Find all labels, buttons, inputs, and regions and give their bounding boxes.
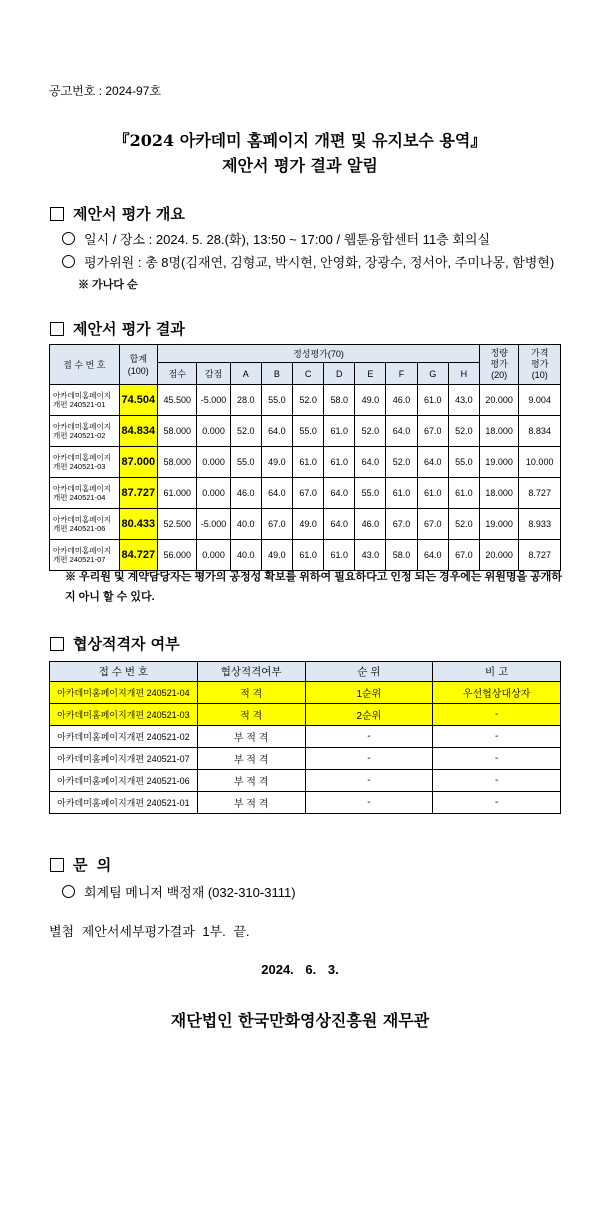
score-cell: 8.933 <box>519 509 561 540</box>
score-cell: 52.0 <box>355 416 386 447</box>
col-header-eligibility: 협상적격여부 <box>197 662 305 682</box>
document-title: 『2024 아카데미 홈페이지 개편 및 유지보수 용역』 <box>113 131 487 150</box>
cell-id: 아카데미홈페이지개편 240521-03 <box>50 704 198 726</box>
col-header-sub: H <box>448 363 479 385</box>
score-cell: 64.0 <box>324 478 355 509</box>
score-cell: 52.0 <box>448 416 479 447</box>
section-title: 문 의 <box>73 856 114 874</box>
cell-status: 적 격 <box>197 704 305 726</box>
score-cell: 58.000 <box>158 447 197 478</box>
score-cell: 9.004 <box>519 385 561 416</box>
score-cell: 58.0 <box>386 540 417 571</box>
score-cell: 52.0 <box>448 509 479 540</box>
score-cell: 61.0 <box>324 540 355 571</box>
score-cell: 56.000 <box>158 540 197 571</box>
score-cell: 64.0 <box>386 416 417 447</box>
col-header-rank: 순 위 <box>305 662 433 682</box>
col-header-sub: 점수 <box>158 363 197 385</box>
issuer-signature: 재단법인 한국만화영상진흥원 재무관 <box>170 1011 430 1030</box>
col-header-sub: A <box>230 363 261 385</box>
col-header-sub: G <box>417 363 448 385</box>
score-cell: 64.0 <box>324 509 355 540</box>
score-cell: 46.0 <box>355 509 386 540</box>
score-cell: 61.0 <box>293 540 324 571</box>
score-cell: 52.0 <box>386 447 417 478</box>
score-cell: 67.0 <box>417 416 448 447</box>
col-header-sub: 감점 <box>197 363 230 385</box>
score-cell: 67.0 <box>448 540 479 571</box>
score-cell: 64.0 <box>261 416 292 447</box>
table-row <box>50 748 561 770</box>
score-cell: 8.834 <box>519 416 561 447</box>
circle-bullet-icon <box>62 255 75 268</box>
total-score: 87.000 <box>119 447 157 478</box>
total-score: 84.834 <box>119 416 157 447</box>
score-cell: -5.000 <box>197 385 230 416</box>
section-title: 협상적격자 여부 <box>73 635 180 653</box>
cell-id: 아카데미홈페이지개편 240521-02 <box>50 726 198 748</box>
section-title: 제안서 평가 결과 <box>73 320 185 338</box>
disclosure-footnote: ※ 우리원 및 계약담당자는 평가의 공정성 확보를 위하여 필요하다고 인정 되는 경우에는 위원명을 공개하지 아니 할 수 있다. <box>65 571 563 603</box>
cell-id: 아카데미홈페이지개편 240521-01 <box>50 792 198 814</box>
score-cell: 18.000 <box>479 416 518 447</box>
col-header-receipt: 접 수 번 호 <box>50 345 120 385</box>
table-row <box>50 704 561 726</box>
cell-remark: - <box>433 748 561 770</box>
receipt-id: 아카데미홈페이지 개편 240521-03 <box>50 447 120 478</box>
score-cell: 43.0 <box>448 385 479 416</box>
score-cell: 0.000 <box>197 447 230 478</box>
checkbox-square-icon <box>50 858 64 872</box>
score-cell: 58.000 <box>158 416 197 447</box>
cell-rank: 2순위 <box>305 704 433 726</box>
score-cell: 8.727 <box>519 478 561 509</box>
col-header-sub: F <box>386 363 417 385</box>
col-header-sub: D <box>324 363 355 385</box>
cell-rank: - <box>305 748 433 770</box>
table-row <box>50 416 561 447</box>
score-cell: 61.0 <box>417 385 448 416</box>
table-row <box>50 478 561 509</box>
score-cell: 61.000 <box>158 478 197 509</box>
circle-bullet-icon <box>62 885 75 898</box>
section-inquiry-heading <box>50 854 113 875</box>
col-header-sub: B <box>261 363 292 385</box>
score-cell: 55.0 <box>230 447 261 478</box>
table-row <box>50 792 561 814</box>
table-row <box>50 385 561 416</box>
score-cell: 19.000 <box>479 509 518 540</box>
col-header-qualitative: 정성평가(70) <box>158 345 480 363</box>
cell-rank: - <box>305 792 433 814</box>
score-cell: 61.0 <box>324 416 355 447</box>
score-cell: 40.0 <box>230 509 261 540</box>
cell-rank: 1순위 <box>305 682 433 704</box>
cell-remark: - <box>433 770 561 792</box>
score-cell: 55.0 <box>448 447 479 478</box>
receipt-id: 아카데미홈페이지 개편 240521-06 <box>50 509 120 540</box>
col-header-remark: 비 고 <box>433 662 561 682</box>
section-title: 제안서 평가 개요 <box>73 205 185 223</box>
col-header-price: 가격 평가 (10) <box>519 345 561 385</box>
cell-status: 부 적 격 <box>197 726 305 748</box>
table-row <box>50 509 561 540</box>
col-header-receipt: 접 수 번 호 <box>50 662 198 682</box>
score-cell: 61.0 <box>417 478 448 509</box>
score-cell: 61.0 <box>324 447 355 478</box>
overview-item-evaluators <box>62 252 554 271</box>
table-row <box>50 682 561 704</box>
score-cell: 43.0 <box>355 540 386 571</box>
col-header-total: 합계 (100) <box>119 345 157 385</box>
cell-id: 아카데미홈페이지개편 240521-07 <box>50 748 198 770</box>
cell-remark: - <box>433 704 561 726</box>
score-cell: 40.0 <box>230 540 261 571</box>
score-cell: 19.000 <box>479 447 518 478</box>
score-cell: 46.0 <box>230 478 261 509</box>
score-cell: 0.000 <box>197 540 230 571</box>
section-overview-heading <box>50 203 185 224</box>
table-row <box>50 540 561 571</box>
eligibility-table <box>49 661 561 814</box>
receipt-id: 아카데미홈페이지 개편 240521-02 <box>50 416 120 447</box>
cell-remark: - <box>433 792 561 814</box>
inquiry-contact <box>62 882 296 901</box>
cell-rank: - <box>305 770 433 792</box>
table-row <box>50 726 561 748</box>
score-cell: 67.0 <box>293 478 324 509</box>
score-cell: 64.0 <box>417 447 448 478</box>
cell-status: 적 격 <box>197 682 305 704</box>
score-cell: -5.000 <box>197 509 230 540</box>
table-row <box>50 770 561 792</box>
total-score: 74.504 <box>119 385 157 416</box>
cell-id: 아카데미홈페이지개편 240521-06 <box>50 770 198 792</box>
col-header-sub: E <box>355 363 386 385</box>
item-text: 평가위원 : 총 8명(김재연, 김형교, 박시현, 안영화, 장광수, 정서아, 주미나몽, 함병현) <box>84 255 555 270</box>
score-cell: 28.0 <box>230 385 261 416</box>
score-cell: 46.0 <box>386 385 417 416</box>
cell-rank: - <box>305 726 433 748</box>
checkbox-square-icon <box>50 322 64 336</box>
document-date: 2024. 6. 3. <box>261 962 339 977</box>
cell-remark: - <box>433 726 561 748</box>
attachment-note: 별첨 제안서세부평가결과 1부. 끝. <box>49 924 250 939</box>
score-cell: 55.0 <box>293 416 324 447</box>
score-cell: 10.000 <box>519 447 561 478</box>
score-cell: 67.0 <box>261 509 292 540</box>
cell-status: 부 적 격 <box>197 792 305 814</box>
score-cell: 55.0 <box>355 478 386 509</box>
score-cell: 67.0 <box>417 509 448 540</box>
score-cell: 64.0 <box>261 478 292 509</box>
item-text: 일시 / 장소 : 2024. 5. 28.(화), 13:50 ~ 17:00 / 웹툰융합센터 11층 회의실 <box>84 232 491 247</box>
score-cell: 67.0 <box>386 509 417 540</box>
score-cell: 61.0 <box>386 478 417 509</box>
col-header-quantitative: 정량 평가 (20) <box>479 345 518 385</box>
score-cell: 61.0 <box>448 478 479 509</box>
score-cell: 64.0 <box>417 540 448 571</box>
score-cell: 49.0 <box>261 447 292 478</box>
cell-status: 부 적 격 <box>197 748 305 770</box>
receipt-id: 아카데미홈페이지 개편 240521-04 <box>50 478 120 509</box>
score-cell: 0.000 <box>197 416 230 447</box>
score-cell: 0.000 <box>197 478 230 509</box>
section-eligibility-heading <box>50 633 180 654</box>
score-cell: 49.0 <box>355 385 386 416</box>
receipt-id: 아카데미홈페이지 개편 240521-01 <box>50 385 120 416</box>
score-cell: 18.000 <box>479 478 518 509</box>
document-subtitle: 제안서 평가 결과 알림 <box>222 156 378 175</box>
notice-number: 공고번호 : 2024-97호 <box>49 84 162 98</box>
total-score: 87.727 <box>119 478 157 509</box>
table-row <box>50 447 561 478</box>
section-results-heading <box>50 318 185 339</box>
item-text: 회계팀 메니저 백정재 (032-310-3111) <box>84 885 296 900</box>
total-score: 80.433 <box>119 509 157 540</box>
score-cell: 8.727 <box>519 540 561 571</box>
cell-remark: 우선협상대상자 <box>433 682 561 704</box>
checkbox-square-icon <box>50 637 64 651</box>
score-cell: 52.0 <box>230 416 261 447</box>
score-cell: 20.000 <box>479 540 518 571</box>
score-cell: 61.0 <box>293 447 324 478</box>
score-cell: 49.0 <box>293 509 324 540</box>
score-cell: 45.500 <box>158 385 197 416</box>
score-cell: 20.000 <box>479 385 518 416</box>
checkbox-square-icon <box>50 207 64 221</box>
circle-bullet-icon <box>62 232 75 245</box>
score-cell: 55.0 <box>261 385 292 416</box>
cell-id: 아카데미홈페이지개편 240521-04 <box>50 682 198 704</box>
overview-item-datetime <box>62 229 490 248</box>
score-cell: 52.500 <box>158 509 197 540</box>
score-cell: 49.0 <box>261 540 292 571</box>
total-score: 84.727 <box>119 540 157 571</box>
cell-status: 부 적 격 <box>197 770 305 792</box>
score-cell: 52.0 <box>293 385 324 416</box>
overview-note: ※ 가나다 순 <box>78 279 138 291</box>
evaluation-results-table <box>49 344 561 571</box>
col-header-sub: C <box>293 363 324 385</box>
score-cell: 58.0 <box>324 385 355 416</box>
score-cell: 64.0 <box>355 447 386 478</box>
receipt-id: 아카데미홈페이지 개편 240521-07 <box>50 540 120 571</box>
